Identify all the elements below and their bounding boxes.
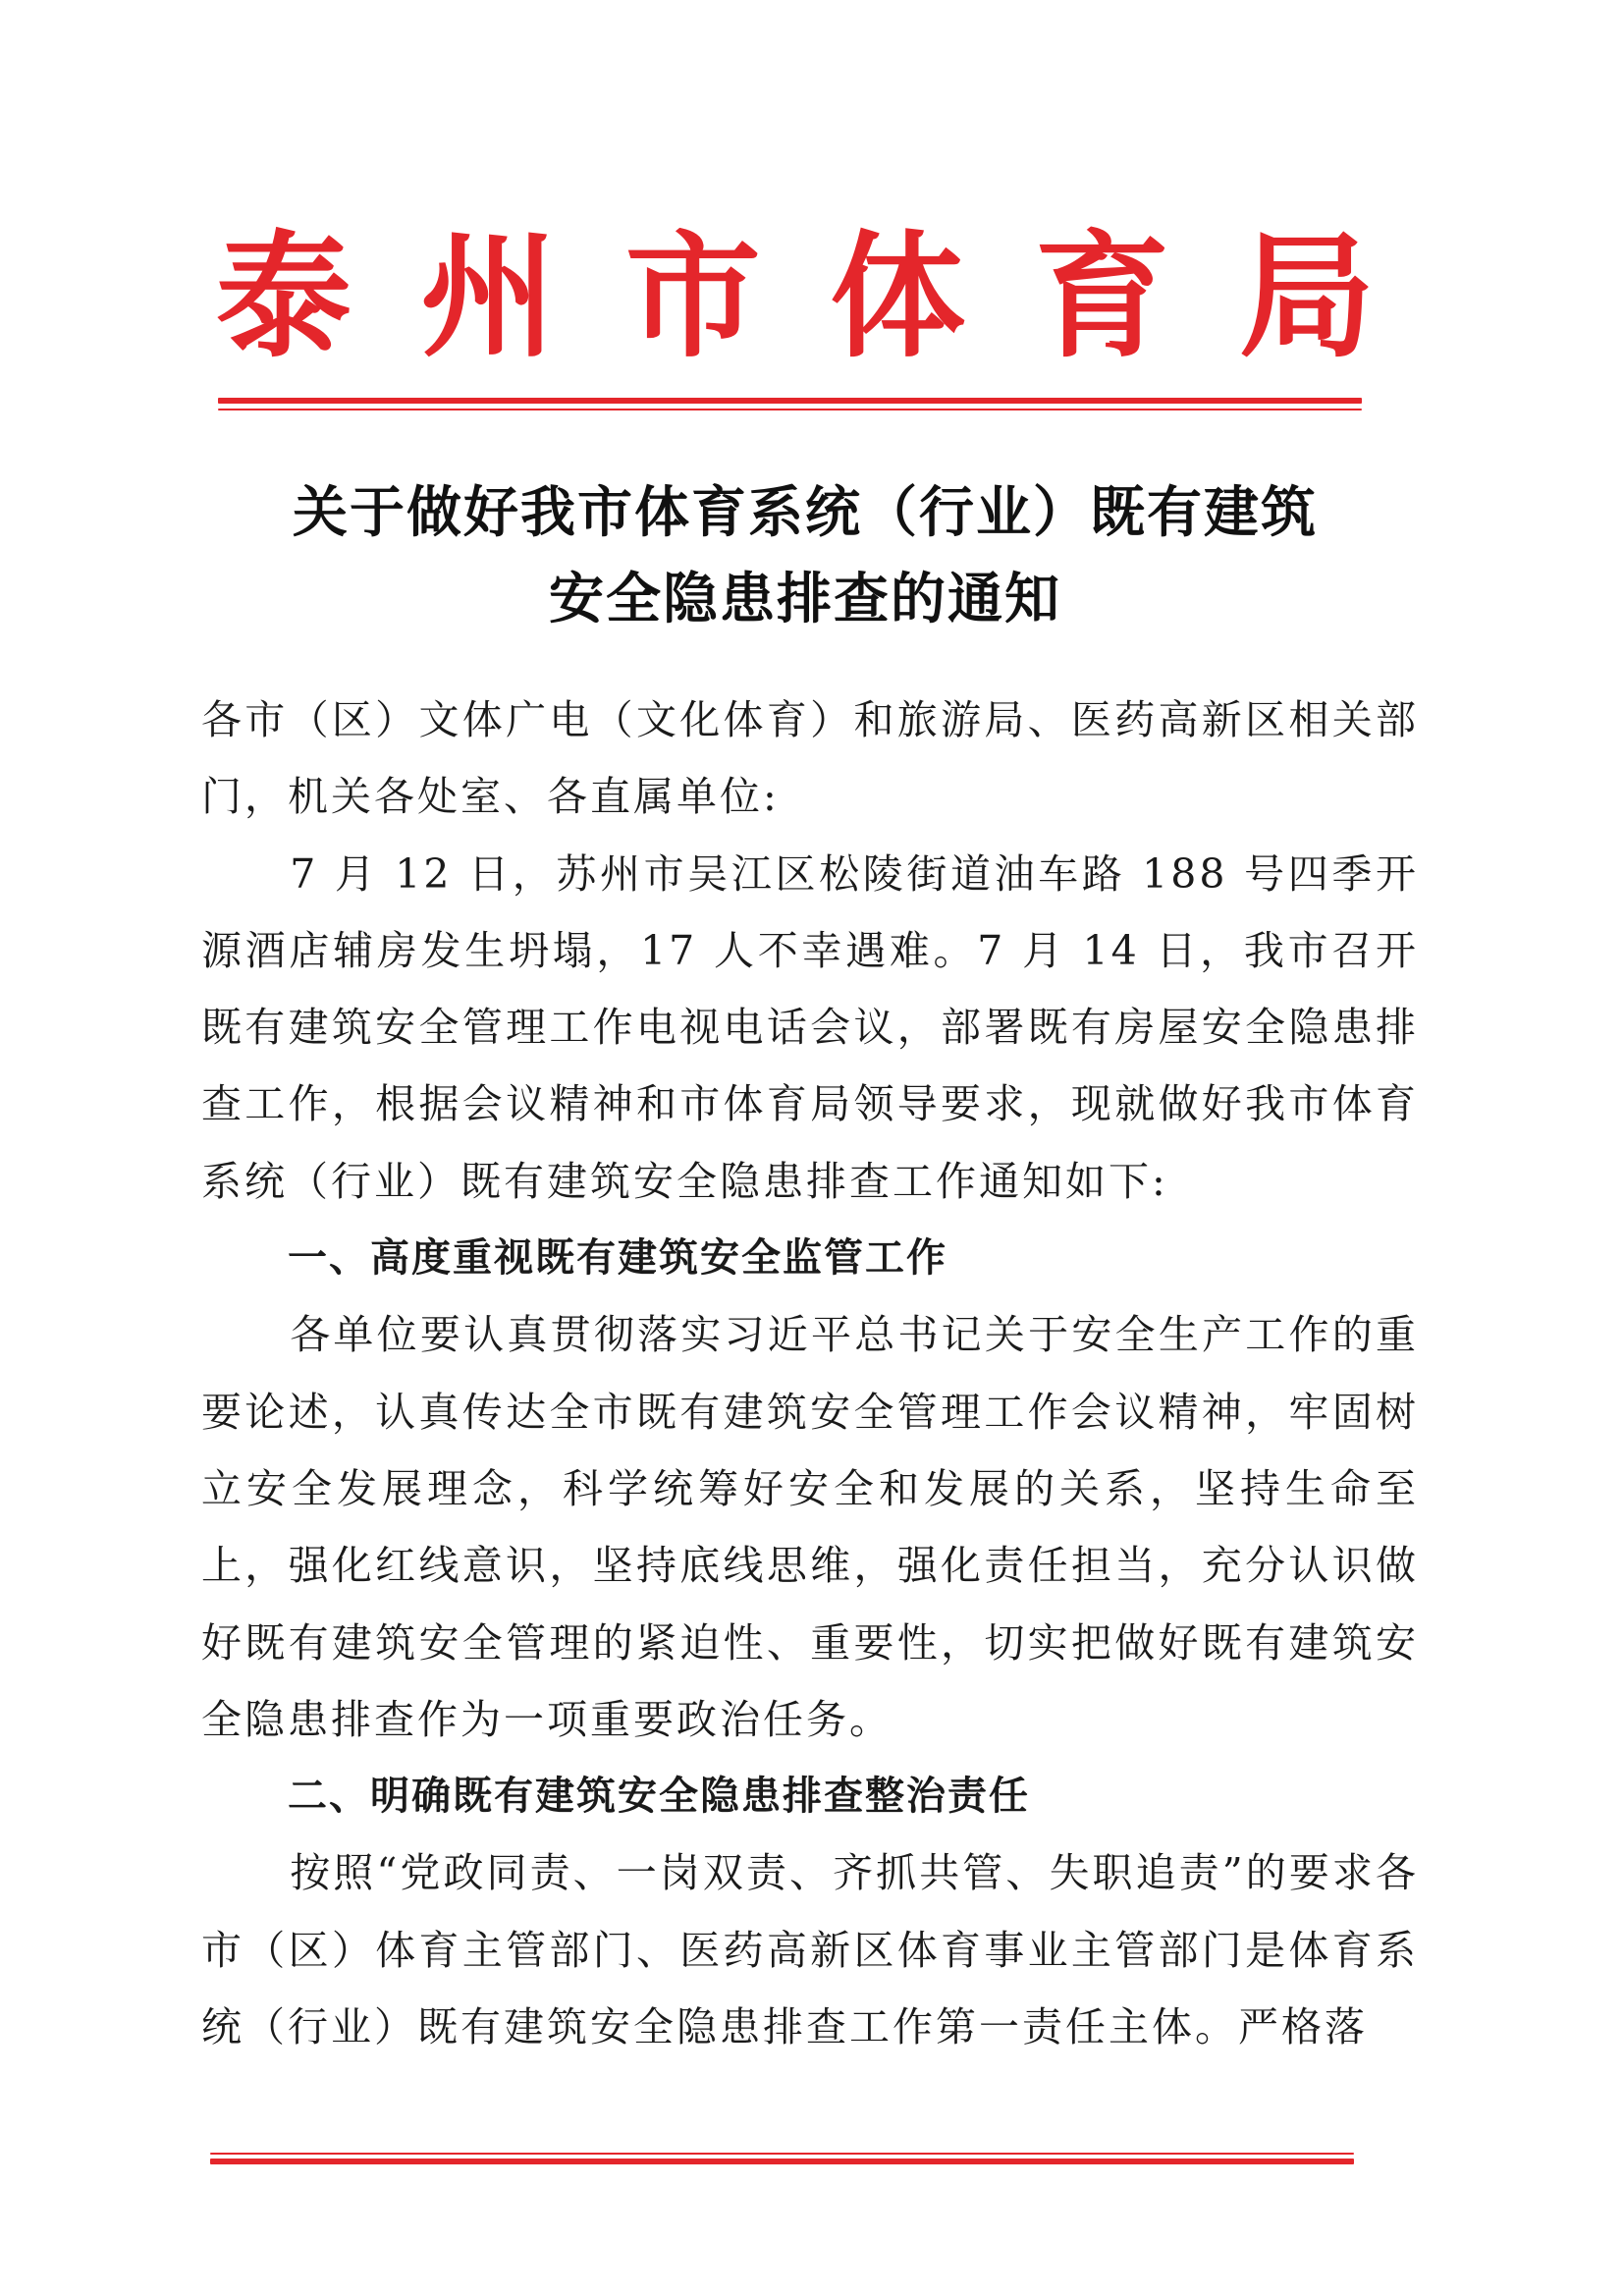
section-1-paragraph: 各单位要认真贯彻落实习近平总书记关于安全生产工作的重要论述，认真传达全市既有建筑安全管理工作会议精神，牢固树立安全发展理念，科学统筹好安全和发展的关系，坚持生命至上，强化红线意识，坚持底线思维，强化责任担当，充分认识做好既有建筑安全管理的紧迫性、重要性，切实把做好既有建筑安全隐患排查作为一项重要政治任务。 bbox=[201, 1311, 1419, 1743]
footer-red-rule bbox=[210, 2159, 1354, 2164]
intro-paragraph: 7 月 12 日，苏州市吴江区松陵街道油车路 188 号四季开源酒店辅房发生坍塌，17 人不幸遇难。7 月 14 日，我市召开既有建筑安全管理工作电视电话会议，部署既有房屋安全隐患排查工作，根据会议精神和市体育局领导要求，现就做好我市体育系统（行业）既有建筑安全隐患排查工作通知如下: bbox=[201, 849, 1419, 1205]
section-1-heading: 一、高度重视既有建筑安全监管工作 bbox=[288, 1235, 947, 1282]
header-red-rule bbox=[218, 398, 1362, 404]
header-red-rule-thin bbox=[218, 409, 1362, 410]
letterhead-char: 体 bbox=[830, 218, 966, 376]
addressee-paragraph: 各市（区）文体广电（文化体育）和旅游局、医药高新区相关部门，机关各处室、各直属单位: bbox=[201, 696, 1419, 821]
agency-letterhead bbox=[216, 218, 1375, 376]
letterhead-char: 州 bbox=[420, 218, 557, 376]
document-title-line-1: 关于做好我市体育系统（行业）既有建筑 bbox=[293, 480, 1318, 545]
document-body bbox=[201, 682, 1419, 2065]
section-2-heading: 二、明确既有建筑安全隐患排查整治责任 bbox=[288, 1774, 1030, 1820]
section-2-paragraph: 按照“党政同责、一岗双责、齐抓共管、失职追责”的要求各市（区）体育主管部门、医药高新区体育事业主管部门是体育系统（行业）既有建筑安全隐患排查工作第一责任主体。严格落 bbox=[201, 1849, 1419, 2051]
letterhead-char: 局 bbox=[1238, 218, 1375, 376]
letterhead-char: 育 bbox=[1034, 218, 1170, 376]
letterhead-char: 泰 bbox=[216, 218, 352, 376]
document-title-line-2: 安全隐患排查的通知 bbox=[549, 567, 1061, 631]
document-title bbox=[157, 469, 1453, 642]
footer-red-rule-thin bbox=[210, 2153, 1354, 2155]
letterhead-char: 市 bbox=[624, 218, 761, 376]
